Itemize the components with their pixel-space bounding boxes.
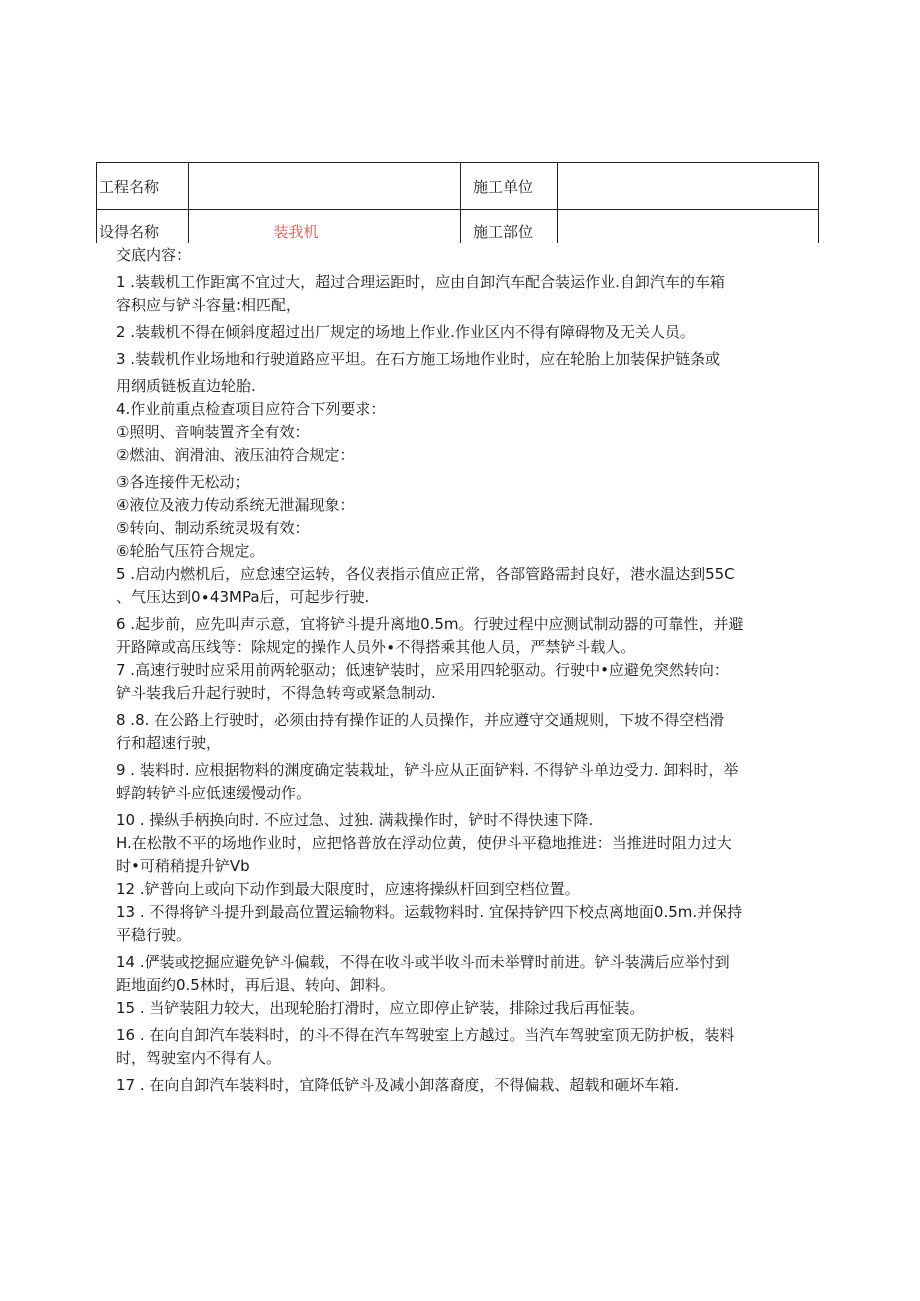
content-line: 时•可稍稍提升铲Vb xyxy=(116,857,250,875)
content-line: 开路障或高压线等：除规定的操作人员外∙不得搭乘其他人员，严禁铲斗载人。 xyxy=(116,638,636,656)
construction-part-label: 施工部位 xyxy=(461,210,558,244)
content-line: 时，驾驶室内不得有人。 xyxy=(116,1049,282,1067)
content-line: ⑤转向、制动系统灵圾有效： xyxy=(116,519,310,537)
content-line: 2 .装载机不得在倾斜度超过出厂规定的场地上作业.作业区内不得有障碍物及无关人员。 xyxy=(116,323,695,341)
header-table xyxy=(96,162,819,243)
content-line: ①照明、音响装置齐全有效： xyxy=(116,423,310,441)
content-line: 7 .高速行驶时应采用前两轮驱动；低速铲装时，应采用四轮驱动。行驶中•应避免突然转向： xyxy=(116,661,729,679)
header-row-1 xyxy=(97,163,819,210)
content-line: 9 . 装料时. 应根据物料的渊度确定装栽址，铲斗应从正面铲料. 不得铲斗单边受力. 卸料时，举 xyxy=(116,761,739,779)
content-line: 12 .铲普向上或向下动作到最大限度时，应速将操纵杆回到空档位置。 xyxy=(116,880,580,898)
content-line: ⑥轮胎气压符合规定。 xyxy=(116,542,265,560)
disclosure-content xyxy=(116,244,822,1097)
content-line: 1 .装载机工作距寓不宜过大，超过合理运距时，应由自卸汽车配合装运作业.自卸汽车的车箱 xyxy=(116,273,725,291)
content-line: 蜉韵转铲斗应低速缓慢动作。 xyxy=(116,784,312,802)
content-line: 行和超速行驶， xyxy=(116,734,222,752)
content-line: 6 .起步前，应先叫声示意，宜将铲斗提升离地0.5m。行驶过程中应测试制动器的可靠性，并避 xyxy=(116,615,744,633)
content-line: 距地面约0.5林时，再后退、转向、卸料。 xyxy=(116,976,395,994)
content-line: 8 .8. 在公路上行驶时，必须由持有操作证的人员操作，并应遵守交通规则，下坡不得空档滑 xyxy=(116,711,725,729)
content-line: 容积应与铲斗容量:相匹配， xyxy=(116,296,302,314)
content-line: 14 .俨装或挖掘应避免铲斗偏载，不得在收斗或半收斗而未举臂时前进。铲斗装满后应举忖到 xyxy=(116,953,730,971)
content-line: H.在松散不平的场地作业时，应把恪普放在浮动位黄，使伊斗平稳地推进：当推进时阻力过大 xyxy=(116,834,732,852)
content-heading: 交底内容： xyxy=(116,246,192,264)
content-line: 15 . 当铲装阻力较大，出现轮胎打滑时，应立即停止铲装，排除过我后再怔装。 xyxy=(116,999,645,1017)
construction-unit-value xyxy=(558,163,819,210)
content-line: ③各连接件无松动； xyxy=(116,473,250,491)
project-name-label: 工程名称 xyxy=(97,163,189,210)
content-line: 铲斗装我后升起行驶时，不得急转弯或紧急制动. xyxy=(116,684,436,702)
equipment-name-value: 装我机 xyxy=(189,210,461,244)
content-line: ②燃油、润滑油、液压油符合规定： xyxy=(116,446,355,464)
content-line: 平稳行驶。 xyxy=(116,926,192,944)
content-line: 5 .启动内燃机后，应怠速空运转，各仪表指示值应正常，各部管路需封良好，港水温达到55C xyxy=(116,565,735,583)
content-line: 、气压达到0∙43MPa后，可起步行驶. xyxy=(116,588,370,606)
content-line: 17 . 在向自卸汽车装料时，宜降低铲斗及减小卸落裔度，不得偏栽、超载和砸坏车箱. xyxy=(116,1076,680,1094)
content-line: 16 . 在向自卸汽车装料时，的斗不得在汽车驾驶室上方越过。当汽车驾驶室顶无防护板，装料 xyxy=(116,1026,735,1044)
construction-unit-label: 施工单位 xyxy=(461,163,558,210)
content-line: 13 . 不得将铲斗提升到最高位置运输物料。运载物料时. 宜保持铲四下校点离地面0.5m.并保持 xyxy=(116,903,743,921)
project-name-value xyxy=(189,163,461,210)
content-line: 10 . 操纵手柄换向时. 不应过急、过独. 满栽操作时，铲时不得快速下降. xyxy=(116,811,594,829)
header-row-2 xyxy=(97,210,819,244)
content-line: 用纲质链板直边轮胎. xyxy=(116,377,256,395)
content-line: 3 .装载机作业场地和行驶道路应平坦。在石方施工场地作业时，应在轮胎上加装保护链条或 xyxy=(116,350,721,368)
content-line: 4.作业前重点检查项目应符合下列要求： xyxy=(116,400,386,418)
construction-part-value xyxy=(558,210,819,244)
equipment-name-label: 设得名称 xyxy=(97,210,189,244)
content-line: ④液位及液力传动系统无泄漏现象： xyxy=(116,496,355,514)
